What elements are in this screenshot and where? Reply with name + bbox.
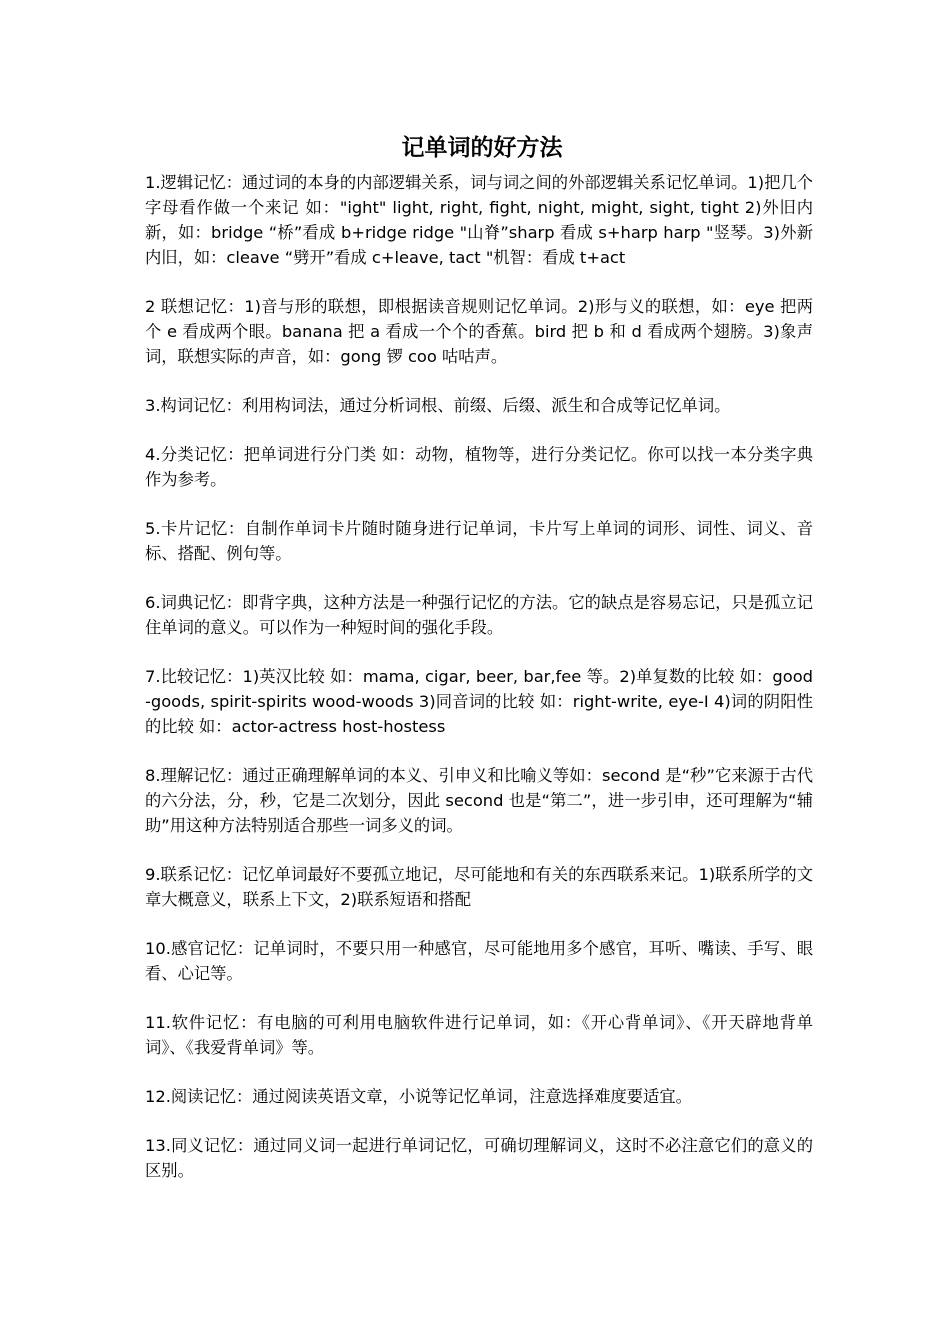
paragraph-logic-memory: 1.逻辑记忆：通过词的本身的内部逻辑关系，词与词之间的外部逻辑关系记忆单词。1)把几个字母看作做一个来记 如："ight" light, right, fight, night, might, sight, tight 2)外旧内新，如：bridge “桥”看成 b+ridge ridge "山脊”sharp 看成 s+harp harp "竖琴。3)外新内旧，如：cleave “劈开”看成 c+leave, tact "机智：看成 t+act xyxy=(145,173,813,267)
paragraph-reading-memory: 12.阅读记忆：通过阅读英语文章，小说等记忆单词，注意选择难度要适宜。 xyxy=(145,1087,692,1106)
paragraph-dictionary-memory: 6.词典记忆：即背字典，这种方法是一种强行记忆的方法。它的缺点是容易忘记，只是孤立记住单词的意义。可以作为一种短时间的强化手段。 xyxy=(145,593,813,637)
document-page xyxy=(145,128,813,1207)
paragraph-sensory-memory: 10.感官记忆：记单词时，不要只用一种感官，尽可能地用多个感官，耳听、嘴读、手写、眼看、心记等。 xyxy=(145,939,813,983)
paragraph-understanding-memory: 8.理解记忆：通过正确理解单词的本义、引申义和比喻义等如：second 是“秒”它来源于古代的六分法，分，秒，它是二次划分，因此 second 也是“第二”，进一步引申，还可理解为“辅助”用这种方法特别适合那些一词多义的词。 xyxy=(145,766,813,835)
paragraph-comparison-memory: 7.比较记忆：1)英汉比较 如：mama, cigar, beer, bar,fee 等。2)单复数的比较 如：good-goods, spirit-spirits wood-woods 3)同音词的比较 如：right-write, eye-I 4)词的阴阳性的比较 如：actor-actress host-hostess xyxy=(145,667,813,736)
paragraph-category-memory: 4.分类记忆：把单词进行分门类 如：动物，植物等，进行分类记忆。你可以找一本分类字典作为参考。 xyxy=(145,445,813,489)
paragraph-synonym-memory: 13.同义记忆：通过同义词一起进行单词记忆，可确切理解词义，这时不必注意它们的意义的区别。 xyxy=(145,1136,813,1180)
paragraph-connection-memory: 9.联系记忆：记忆单词最好不要孤立地记，尽可能地和有关的东西联系来记。1)联系所学的文章大概意义，联系上下文，2)联系短语和搭配 xyxy=(145,865,813,909)
document-title: 记单词的好方法 xyxy=(401,135,563,161)
paragraph-software-memory: 11.软件记忆：有电脑的可利用电脑软件进行记单词，如：《开心背单词》、《开天辟地背单词》、《我爱背单词》等。 xyxy=(145,1013,813,1057)
paragraph-association-memory: 2 联想记忆：1)音与形的联想，即根据读音规则记忆单词。2)形与义的联想，如：eye 把两个 e 看成两个眼。banana 把 a 看成一个个的香蕉。bird 把 b 和 d 看成两个翅膀。3)象声词，联想实际的声音，如：gong 锣 coo 咕咕声。 xyxy=(145,297,813,366)
paragraph-word-formation-memory: 3.构词记忆：利用构词法，通过分析词根、前缀、后缀、派生和合成等记忆单词。 xyxy=(145,396,731,415)
paragraph-card-memory: 5.卡片记忆：自制作单词卡片随时随身进行记单词，卡片写上单词的词形、词性、词义、音标、搭配、例句等。 xyxy=(145,519,813,563)
